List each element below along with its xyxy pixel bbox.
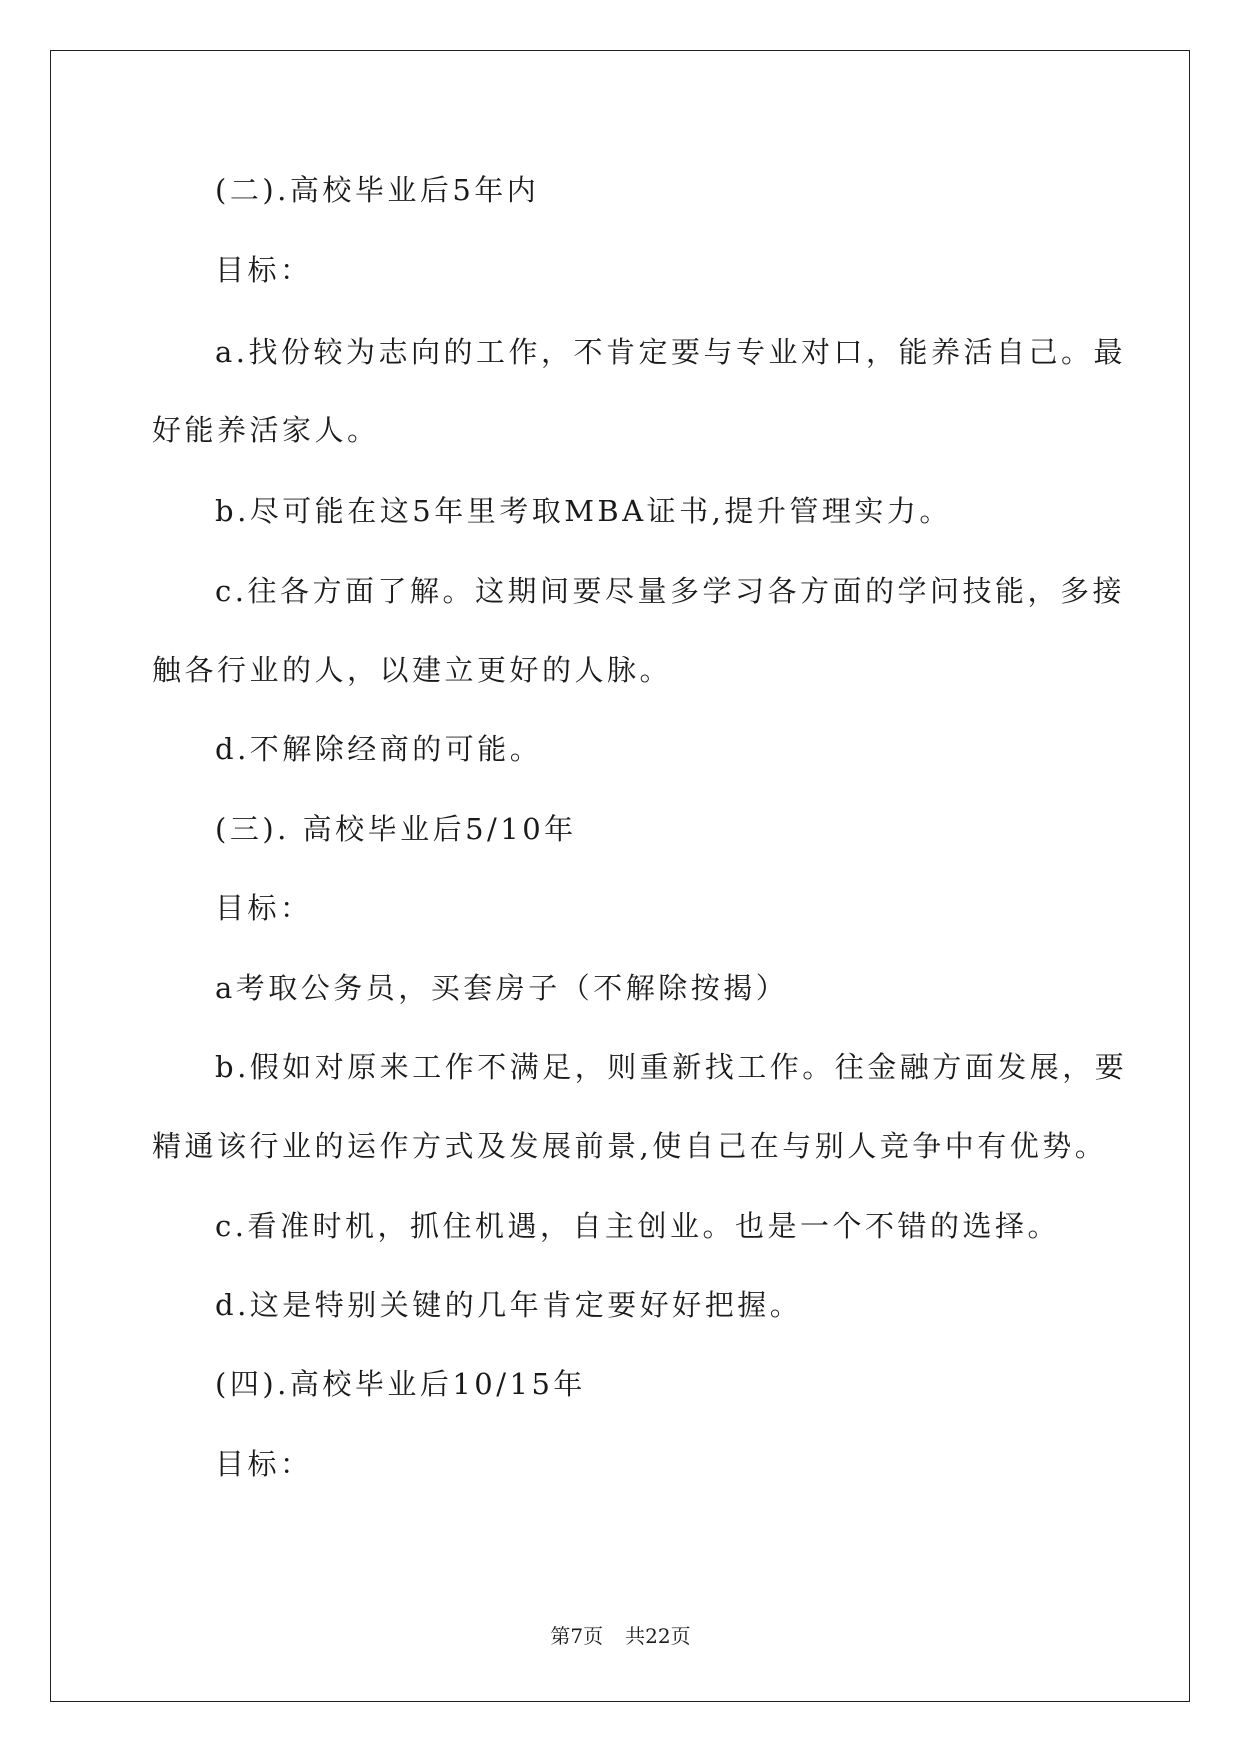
section-heading-4: (四).高校毕业后10/15年 (215, 1367, 586, 1401)
paragraph-line: a考取公务员，买套房子（不解除按揭） (215, 971, 789, 1005)
paragraph-line: c.往各方面了解。这期间要尽量多学习各方面的学问技能，多接 (215, 574, 1125, 608)
goal-label: 目标： (215, 1447, 313, 1481)
paragraph-line: d.不解除经商的可能。 (215, 732, 543, 766)
paragraph-line: a.找份较为志向的工作，不肯定要与专业对口，能养活自己。最 (215, 335, 1127, 369)
paragraph-line: 精通该行业的运作方式及发展前景,使自己在与别人竞争中有优势。 (152, 1129, 1108, 1163)
section-heading-3: (三). 高校毕业后5/10年 (215, 812, 577, 846)
paragraph-line: 触各行业的人，以建立更好的人脉。 (152, 653, 673, 687)
page-number: 第7页 (550, 1624, 604, 1648)
paragraph-line: d.这是特别关键的几年肯定要好好把握。 (215, 1288, 803, 1322)
goal-label: 目标： (215, 253, 313, 287)
page-total: 共22页 (625, 1624, 691, 1648)
goal-label: 目标： (215, 891, 313, 925)
page-footer (0, 1620, 1241, 1649)
paragraph-line: b.尽可能在这5年里考取MBA证书,提升管理实力。 (215, 494, 952, 528)
section-heading-2: (二).高校毕业后5年内 (215, 173, 540, 207)
paragraph-line: b.假如对原来工作不满足，则重新找工作。往金融方面发展，要 (215, 1050, 1128, 1084)
paragraph-line: 好能养活家人。 (152, 413, 380, 447)
paragraph-line: c.看准时机，抓住机遇，自主创业。也是一个不错的选择。 (215, 1209, 1060, 1243)
